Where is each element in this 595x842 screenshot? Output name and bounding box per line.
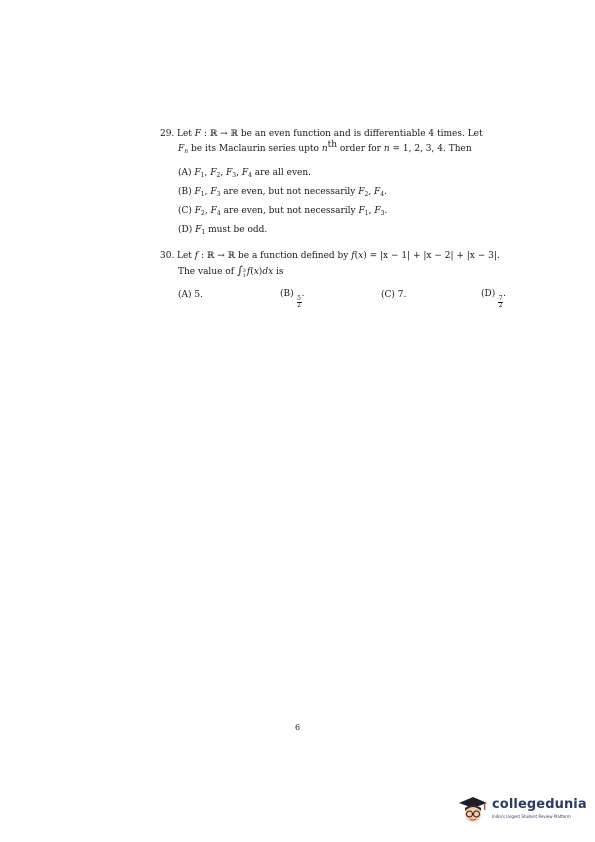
q29-option-a[interactable]: (A) $F_1$, $F_2$, $F_3$, $F_4$ are all even.: [178, 168, 312, 179]
q30-option-b[interactable]: (B) $\frac{5}{2}$ .: [280, 289, 305, 309]
q30-option-c[interactable]: (C) 7.: [381, 290, 407, 300]
q29-text-2b: order for: [339, 144, 381, 154]
q29-text-1a: Let: [177, 129, 192, 139]
question-29: 29. Let F : ℝ → ℝ be an even function and is differentiable 4 times. Let $F_n$ be its Maclaurin series upto nth order for n = 1, 2, 3, 4. Then: [160, 129, 483, 155]
q29-option-d[interactable]: (D) $F_1$ must be odd.: [178, 225, 268, 236]
integral-limits: 3 1: [242, 268, 246, 279]
page-number: 6: [294, 723, 301, 732]
collegedunia-logo: [456, 794, 586, 828]
q30-option-a[interactable]: (A) 5.: [178, 290, 203, 300]
q30-option-d[interactable]: (D) $\frac{7}{2}$ .: [481, 289, 506, 309]
integral-sign: ∫: [236, 264, 243, 277]
q29-option-c[interactable]: (C) $F_2$, $F_4$ are even, but not necessarily $F_1$, $F_3$.: [178, 206, 388, 217]
fraction: $\frac{5}{2}$: [297, 295, 301, 309]
question-number: 29.: [160, 129, 175, 139]
graduate-mascot-icon: [456, 794, 490, 828]
q29-text-1b: : ℝ → ℝ be an even function and is differentiable 4 times. Let: [203, 129, 483, 139]
q30-text-1a: Let: [177, 251, 192, 261]
q30-text-2b: is: [276, 267, 284, 277]
question-30: 30. Let f : ℝ → ℝ be a function defined by f(x) = |x − 1| + |x − 2| + |x − 3|. The value of ∫ 3 1 f(x)dx is: [160, 251, 500, 279]
fraction: $\frac{7}{2}$: [498, 295, 503, 309]
logo-tagline: India's largest Student Review Platform: [492, 814, 571, 819]
q30-text-2a: The value of: [178, 267, 235, 277]
q30-text-1b: : ℝ → ℝ be a function defined by: [201, 251, 349, 261]
question-number: 30.: [160, 251, 175, 261]
q30-text-1c: = |x − 1| + |x − 2| + |x − 3|.: [369, 251, 500, 261]
q29-option-b[interactable]: (B) $F_1$, $F_3$ are even, but not necessarily $F_2$, $F_4$.: [178, 187, 387, 198]
q29-text-2c: = 1, 2, 3, 4. Then: [392, 144, 472, 154]
q29-text-2a: be its Maclaurin series upto: [191, 144, 319, 154]
logo-wordmark: collegedunia: [492, 797, 587, 812]
